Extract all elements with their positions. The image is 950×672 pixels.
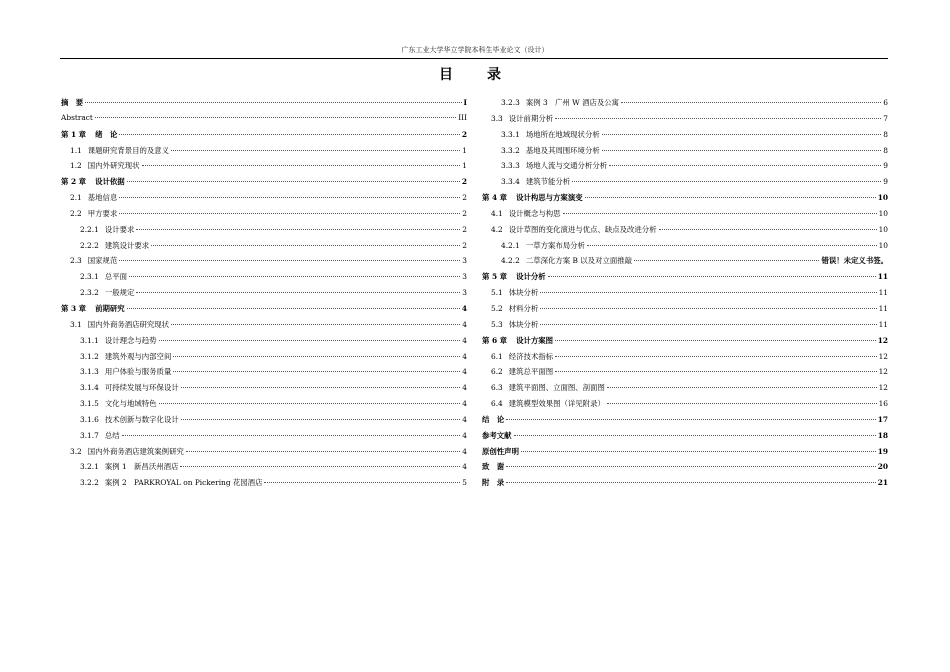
toc-entry-page: 10	[877, 193, 888, 203]
toc-entry-page: 10	[878, 224, 888, 234]
toc-dot-leader	[173, 371, 460, 372]
toc-entry-label: 体块分析	[508, 319, 539, 329]
toc-entry-page: 3	[462, 272, 467, 282]
toc-entry-page: 4	[462, 414, 467, 424]
toc-entry-page: 1	[462, 161, 467, 171]
toc-column-right	[482, 97, 888, 493]
toc-dot-leader	[151, 245, 460, 246]
toc-entry[interactable]	[482, 271, 888, 287]
toc-dot-leader	[173, 356, 460, 357]
toc-dot-leader	[555, 371, 876, 372]
toc-entry-page: 10	[878, 208, 888, 218]
toc-entry-label: 设计依据	[95, 177, 125, 187]
toc-entry-label: 国内外商务酒店建筑案例研究	[87, 446, 184, 456]
toc-entry[interactable]	[482, 335, 888, 351]
toc-entry-number: 2.3.2	[80, 288, 99, 298]
toc-entry-number: 1.1	[70, 145, 82, 155]
toc-dot-leader	[181, 387, 461, 388]
toc-dot-leader	[129, 276, 460, 277]
toc-entry-label: 一般规定	[104, 288, 135, 298]
toc-entry-page: 2	[461, 129, 467, 139]
toc-entry[interactable]	[61, 446, 467, 462]
toc-entry-number: 2.3.1	[80, 272, 99, 282]
toc-entry-page: 2	[461, 177, 467, 187]
toc-entry-number: 1.2	[70, 161, 82, 171]
toc-entry-label: 摘 要	[61, 98, 84, 107]
toc-entry[interactable]	[482, 351, 888, 367]
toc-entry[interactable]	[482, 461, 888, 477]
toc-entry-number: 3.1.7	[80, 430, 99, 440]
toc-entry-label: 设计理念与趋势	[104, 335, 157, 345]
toc-entry[interactable]	[61, 145, 467, 161]
toc-entry-label: 甲方要求	[87, 208, 118, 218]
toc-entry[interactable]	[482, 113, 888, 129]
toc-entry-page: 2	[462, 193, 467, 203]
toc-entry-number: 第 2 章	[61, 177, 87, 187]
toc-entry-label: 课题研究背景目的及意义	[87, 145, 170, 155]
toc-entry[interactable]	[61, 176, 467, 192]
toc-entry-page: 12	[877, 335, 888, 345]
toc-entry-number: 3.1.2	[80, 351, 99, 361]
toc-entry-number: 6.1	[491, 351, 503, 361]
toc-entry[interactable]	[61, 255, 467, 271]
toc-entry[interactable]	[482, 303, 888, 319]
toc-entry[interactable]	[61, 461, 467, 477]
toc-entry-number: 5.3	[491, 319, 503, 329]
toc-entry-number: 3.3	[491, 113, 503, 123]
toc-entry[interactable]	[482, 176, 888, 192]
toc-dot-leader	[119, 213, 460, 214]
toc-dot-leader	[181, 419, 461, 420]
toc-entry-page: 4	[462, 367, 467, 377]
toc-entry-label: 原创性声明	[482, 446, 519, 456]
toc-entry-page: 2	[462, 208, 467, 218]
toc-entry-number: 3.3.1	[501, 129, 520, 139]
toc-dot-leader	[142, 165, 461, 166]
toc-dot-leader	[555, 356, 876, 357]
toc-entry-page: 4	[462, 351, 467, 361]
toc-entry-number: 4.2.1	[501, 240, 520, 250]
toc-entry-number: 第 5 章	[482, 272, 508, 282]
toc-entry[interactable]	[482, 145, 888, 161]
toc-entry[interactable]	[482, 240, 888, 256]
toc-dot-leader	[587, 245, 877, 246]
toc-dot-leader	[563, 213, 877, 214]
toc-entry-label: 经济技术指标	[508, 351, 554, 361]
toc-entry-number: 2.2.1	[80, 224, 99, 234]
toc-entry-number: 3.1.5	[80, 399, 99, 409]
toc-entry-label: 建筑模型效果图（详见附录）	[508, 399, 605, 409]
toc-entry-page: 4	[462, 446, 467, 456]
toc-dot-leader	[540, 292, 876, 293]
toc-entry-page-error: 错误！未定义书签。	[821, 256, 888, 266]
toc-entry[interactable]	[61, 129, 467, 145]
header-rule	[60, 58, 888, 59]
toc-entry-page: 8	[883, 129, 888, 139]
toc-dot-leader	[264, 482, 460, 483]
toc-entry-label: 附 录	[482, 478, 505, 488]
toc-dot-leader	[171, 150, 460, 151]
toc-entry[interactable]	[61, 477, 467, 493]
toc-entry-page: 16	[878, 399, 888, 409]
toc-dot-leader	[506, 466, 876, 467]
toc-entry[interactable]	[482, 255, 888, 271]
toc-entry-page: I	[463, 98, 467, 107]
toc-dot-leader	[634, 260, 819, 261]
toc-entry[interactable]	[61, 97, 467, 113]
toc-dot-leader	[555, 340, 876, 341]
toc-entry[interactable]	[482, 430, 888, 446]
toc-dot-leader	[602, 134, 882, 135]
toc-entry-page: 8	[883, 145, 888, 155]
toc-dot-leader	[186, 451, 460, 452]
toc-column-left	[61, 97, 467, 493]
toc-entry-page: 12	[878, 351, 888, 361]
toc-entry[interactable]	[61, 208, 467, 224]
toc-entry-number: 5.2	[491, 303, 503, 313]
toc-dot-leader	[555, 118, 881, 119]
toc-dot-leader	[602, 150, 882, 151]
toc-entry[interactable]	[482, 366, 888, 382]
toc-entry-page: 11	[877, 272, 888, 282]
toc-entry-label: 场地人流与交通分析分析	[525, 161, 608, 171]
toc-entry-number: 6.2	[491, 367, 503, 377]
toc-dot-leader	[514, 435, 876, 436]
toc-entry-page: 20	[877, 462, 888, 472]
toc-entry-number: 第 3 章	[61, 303, 87, 313]
toc-entry-label: 建筑节能分析	[525, 177, 571, 187]
toc-entry[interactable]	[61, 351, 467, 367]
toc-entry-page: 19	[877, 446, 888, 456]
toc-entry[interactable]	[482, 446, 888, 462]
toc-entry-page: 4	[462, 335, 467, 345]
toc-dot-leader	[180, 466, 460, 467]
toc-dot-leader	[548, 276, 876, 277]
toc-entry-page: 21	[877, 478, 888, 488]
toc-entry-number: 第 1 章	[61, 129, 87, 139]
toc-entry[interactable]	[61, 303, 467, 319]
toc-entry-number: 3.1.3	[80, 367, 99, 377]
toc-entry-number: 3.2.2	[80, 478, 99, 488]
toc-entry[interactable]	[482, 287, 888, 303]
toc-entry-page: 2	[462, 240, 467, 250]
toc-entry-label: 建筑平面图、立面图、剖面图	[508, 383, 605, 393]
toc-entry[interactable]	[61, 287, 467, 303]
toc-entry-page: 4	[462, 462, 467, 472]
toc-entry-number: 3.1.6	[80, 414, 99, 424]
toc-entry[interactable]	[61, 398, 467, 414]
toc-entry[interactable]	[482, 319, 888, 335]
toc-entry[interactable]	[61, 271, 467, 287]
toc-entry-page: 10	[878, 240, 888, 250]
toc-dot-leader	[607, 403, 877, 404]
toc-entry-page: 4	[462, 430, 467, 440]
toc-entry[interactable]	[482, 224, 888, 240]
toc-entry[interactable]	[482, 160, 888, 176]
toc-entry-label: 文化与地域特色	[104, 399, 157, 409]
toc-dot-leader	[521, 451, 876, 452]
toc-entry-label: 设计构思与方案演变	[516, 193, 583, 203]
toc-entry-page: III	[458, 112, 467, 122]
toc-entry-label: 绪 论	[95, 129, 118, 139]
toc-entry[interactable]	[61, 192, 467, 208]
toc-entry-number: 3.1.4	[80, 383, 99, 393]
toc-dot-leader	[171, 324, 460, 325]
toc-entry-number: 5.1	[491, 288, 503, 298]
toc-entry[interactable]	[482, 192, 888, 208]
toc-entry-label: 体块分析	[508, 288, 539, 298]
toc-entry[interactable]	[482, 398, 888, 414]
toc-entry[interactable]	[61, 240, 467, 256]
toc-entry-number: 2.2	[70, 208, 82, 218]
toc-entry-number: 3.3.2	[501, 145, 520, 155]
toc-entry-page: 11	[878, 288, 888, 298]
toc-entry-number: 2.1	[70, 193, 82, 203]
toc-entry-number: 2.2.2	[80, 240, 99, 250]
toc-entry-label: 设计分析	[516, 272, 546, 282]
toc-dot-leader	[506, 419, 876, 420]
toc-dot-leader	[127, 181, 460, 182]
toc-entry-page: 2	[462, 224, 467, 234]
toc-entry-label: 总平面	[104, 272, 127, 282]
toc-entry[interactable]	[482, 208, 888, 224]
toc-entry-page: 11	[878, 319, 888, 329]
toc-entry-label: 建筑总平面图	[508, 367, 554, 377]
toc-entry[interactable]	[61, 366, 467, 382]
toc-entry-label: 案例 2 PARKROYAL on Pickering 花园酒店	[104, 478, 263, 488]
toc-entry-number: 6.4	[491, 399, 503, 409]
toc-entry-page: 6	[883, 98, 888, 107]
toc-entry-label: 设计方案图	[516, 335, 554, 345]
toc-entry-number: 第 6 章	[482, 335, 508, 345]
toc-entry-page: 3	[462, 288, 467, 298]
toc-entry-number: 3.2	[70, 446, 82, 456]
toc-entry[interactable]	[61, 113, 467, 129]
toc-entry-number: 4.1	[491, 208, 503, 218]
toc-entry-page: 4	[462, 319, 467, 329]
toc-dot-leader	[572, 181, 881, 182]
toc-entry-page: 9	[883, 161, 888, 171]
toc-entry-label: 设计草图的变化演进与优点、缺点及改进分析	[508, 224, 657, 234]
toc-entry-label: 基地及其周围环境分析	[525, 145, 600, 155]
toc-dot-leader	[659, 229, 877, 230]
toc-dot-leader	[540, 324, 876, 325]
toc-entry-page: 18	[877, 430, 888, 440]
toc-entry-label: 技术创新与数字化设计	[104, 414, 179, 424]
page-title: 目 录	[439, 67, 511, 83]
toc-entry[interactable]	[61, 382, 467, 398]
toc-entry-label: 案例 3 广州 W 酒店及公寓	[525, 98, 620, 107]
toc-entry-label: 参考文献	[482, 430, 512, 440]
toc-dot-leader	[95, 117, 456, 118]
toc-entry[interactable]	[61, 414, 467, 430]
toc-entry-number: 3.3.3	[501, 161, 520, 171]
toc-entry-label: 国家规范	[87, 256, 118, 266]
toc-entry[interactable]	[61, 335, 467, 351]
toc-entry-number: 4.2.2	[501, 256, 520, 266]
toc-entry-number: 3.1	[70, 319, 82, 329]
toc-entry-label: 致 谢	[482, 462, 505, 472]
toc-entry-number: 4.2	[491, 224, 503, 234]
toc-entry-page: 5	[462, 478, 467, 488]
toc-dot-leader	[127, 308, 460, 309]
toc-entry[interactable]	[61, 319, 467, 335]
toc-entry[interactable]	[482, 414, 888, 430]
toc-entry[interactable]	[61, 224, 467, 240]
toc-entry-label: 案例 1 新昌沃州酒店	[104, 462, 179, 472]
toc-entry-number: 3.3.4	[501, 177, 520, 187]
toc-entry-label: 设计要求	[104, 224, 135, 234]
toc-dot-leader	[136, 292, 460, 293]
toc-entry-number: 3.2.3	[501, 98, 520, 107]
toc-entry-number: 3.2.1	[80, 462, 99, 472]
toc-entry-page: 12	[878, 383, 888, 393]
toc-entry-number: 第 4 章	[482, 193, 508, 203]
toc-dot-leader	[119, 260, 460, 261]
toc-entry-label: Abstract	[61, 112, 93, 122]
toc-entry-page: 17	[877, 414, 888, 424]
toc-entry-label: 总结	[104, 430, 120, 440]
toc-entry[interactable]	[61, 430, 467, 446]
toc-dot-leader	[607, 387, 877, 388]
toc-entry-page: 11	[878, 303, 888, 313]
toc-dot-leader	[85, 102, 461, 103]
toc-entry-label: 建筑外观与内部空间	[104, 351, 172, 361]
toc-entry-label: 一草方案布局分析	[525, 240, 585, 250]
toc-entry[interactable]	[482, 129, 888, 145]
page-header: 广东工业大学华立学院本科生毕业论文（设计）	[401, 46, 549, 54]
toc-entry-page: 4	[461, 303, 467, 313]
toc-entry-label: 建筑设计要求	[104, 240, 150, 250]
toc-entry-page: 4	[462, 399, 467, 409]
toc-dot-leader	[159, 403, 461, 404]
toc-dot-leader	[609, 165, 881, 166]
toc-entry-number: 3.1.1	[80, 335, 99, 345]
toc-dot-leader	[506, 482, 876, 483]
toc-entry-label: 材料分析	[508, 303, 539, 313]
toc-entry-page: 7	[883, 113, 888, 123]
toc-entry-number: 2.3	[70, 256, 82, 266]
toc-dot-leader	[119, 134, 460, 135]
toc-entry-label: 结 论	[482, 414, 505, 424]
toc-entry-label: 场地所在地域现状分析	[525, 129, 600, 139]
toc-entry-number: 6.3	[491, 383, 503, 393]
toc-dot-leader	[585, 197, 876, 198]
toc-dot-leader	[119, 197, 460, 198]
toc-entry-label: 国内外商务酒店研究现状	[87, 319, 170, 329]
toc-entry-page: 12	[878, 367, 888, 377]
toc-entry-label: 国内外研究现状	[87, 161, 140, 171]
toc-entry-page: 9	[883, 177, 888, 187]
toc-dot-leader	[540, 308, 876, 309]
toc-entry[interactable]	[61, 160, 467, 176]
toc-entry-label: 用户体验与服务质量	[104, 367, 172, 377]
toc-entry-label: 基地信息	[87, 193, 118, 203]
toc-entry-page: 4	[462, 383, 467, 393]
toc-entry-label: 二草深化方案 B 以及对立面推敲	[525, 256, 633, 266]
toc-entry[interactable]	[482, 97, 888, 113]
toc-entry-label: 设计概念与构思	[508, 208, 561, 218]
toc-dot-leader	[122, 435, 461, 436]
toc-dot-leader	[159, 340, 461, 341]
toc-entry[interactable]	[482, 382, 888, 398]
toc-entry-label: 可持续发展与环保设计	[104, 383, 179, 393]
toc-entry-label: 前期研究	[95, 303, 125, 313]
toc-entry-page: 1	[462, 145, 467, 155]
toc-entry[interactable]	[482, 477, 888, 493]
toc-dot-leader	[621, 102, 881, 103]
toc-entry-label: 设计前期分析	[508, 113, 554, 123]
toc-entry-page: 3	[462, 256, 467, 266]
toc-dot-leader	[136, 229, 460, 230]
